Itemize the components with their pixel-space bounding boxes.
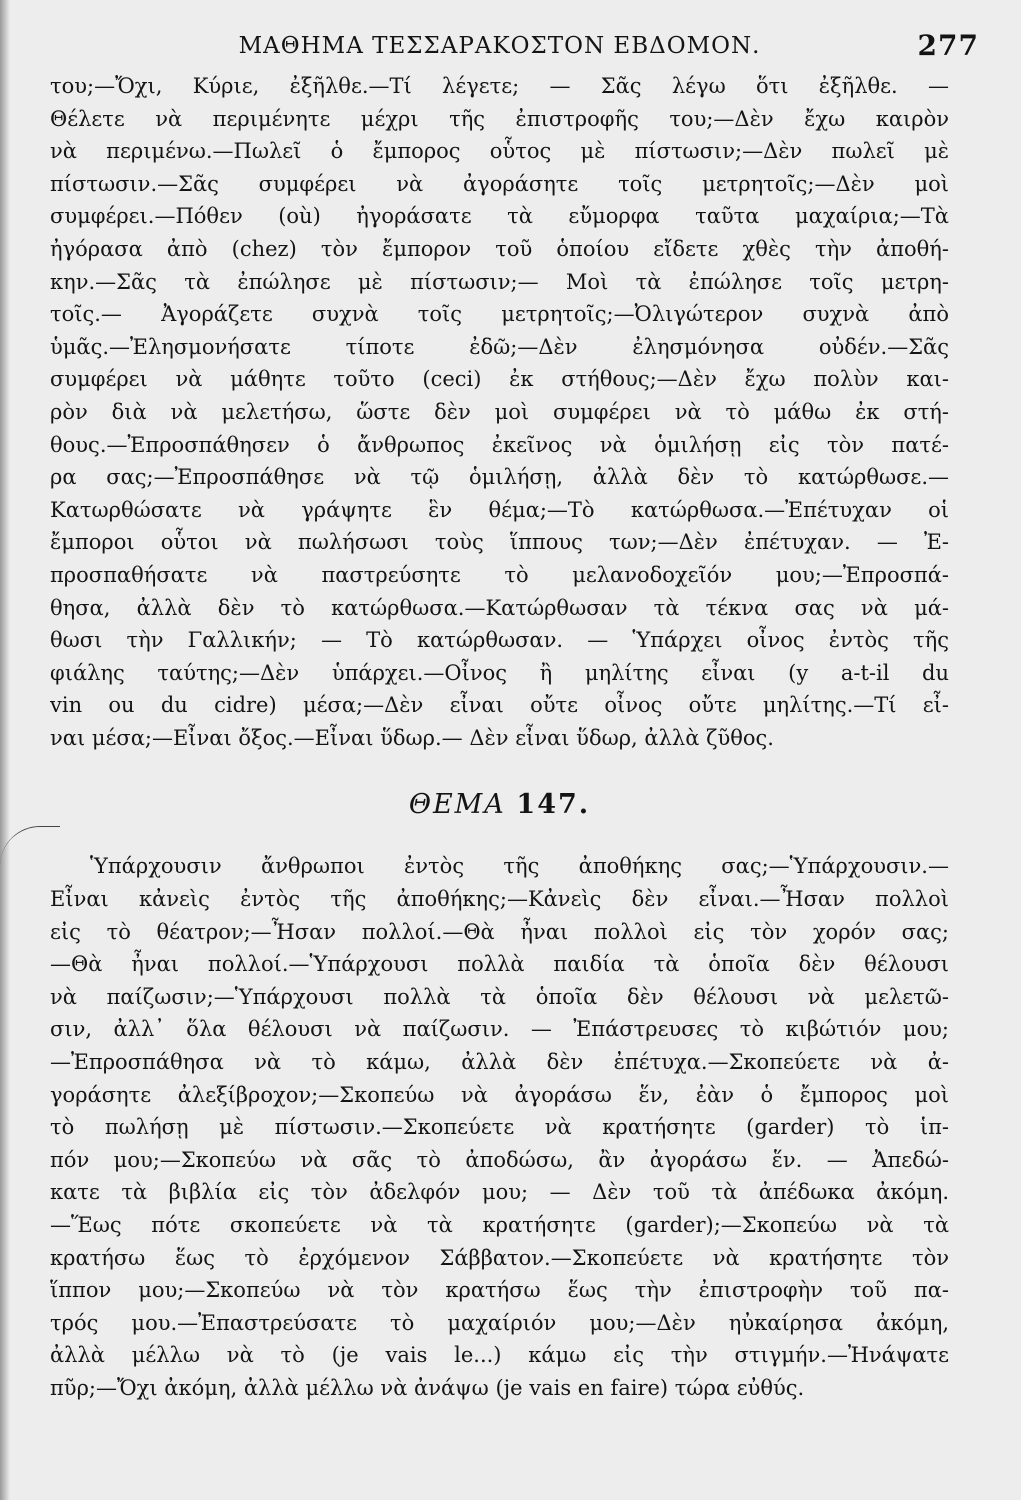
text-line: θησα, ἀλλὰ δὲν τὸ κατώρθωσα.—Κατώρθωσαν τὰ τέκνα σας νὰ μά- <box>50 595 949 620</box>
text-line: ναι μέσα;—Εἶναι ὄξος.—Εἶναι ὕδωρ.— Δὲν εἶναι ὕδωρ, ἀλλὰ ζῦθος. <box>50 725 774 750</box>
text-line: Κατωρθώσατε νὰ γράψητε ἓν θέμα;—Τὸ κατώρθωσα.—Ἐπέτυχαν οἱ <box>50 497 949 522</box>
theme-label: ΘΕΜΑ <box>408 789 506 821</box>
text-line: Θέλετε νὰ περιμένητε μέχρι τῆς ἐπιστροφῆς του;—Δὲν ἔχω καιρὸν <box>50 106 949 131</box>
text-line: —Ἕως πότε σκοπεύετε νὰ τὰ κρατήσητε (garder);—Σκοπεύω νὰ τὰ <box>50 1213 949 1237</box>
text-line: κην.—Σᾶς τὰ ἐπώλησε μὲ πίστωσιν;— Μοὶ τὰ ἐπώλησε τοῖς μετρη- <box>50 269 949 294</box>
text-line: ρὸν διὰ νὰ μελετήσω, ὥστε δὲν μοὶ συμφέρει νὰ τὸ μάθω ἐκ στή- <box>50 399 949 424</box>
text-line: φιάλης ταύτης;—Δὲν ὑπάρχει.—Οἶνος ἢ μηλίτης εἶναι (y a-t-il du <box>50 660 949 685</box>
text-line: Εἶναι κἀνεὶς ἐντὸς τῆς ἀποθήκης;—Κἀνεὶς δὲν εἶναι.—Ἦσαν πολλοὶ <box>50 887 949 912</box>
text-line: ὑμᾶς.—Ἐλησμονήσατε τίποτε ἐδῶ;—Δὲν ἐλησμόνησα οὐδέν.—Σᾶς <box>50 334 949 359</box>
text-line: του;—Ὄχι, Κύριε, ἐξῆλθε.—Τί λέγετε; — Σᾶς λέγω ὅτι ἐξῆλθε. — <box>50 74 949 98</box>
page-number: 277 <box>917 29 979 62</box>
text-line: τοῖς.— Ἀγοράζετε συχνὰ τοῖς μετρητοῖς;—Ὀλιγώτερον συχνὰ ἀπὸ <box>50 302 949 327</box>
text-line: —Ἐπροσπάθησα νὰ τὸ κάμω, ἀλλὰ δὲν ἐπέτυχα.—Σκοπεύετε νὰ ἀ- <box>50 1050 949 1075</box>
text-line: ρα σας;—Ἐπροσπάθησε νὰ τῷ ὁμιλήσῃ, ἀλλὰ δὲν τὸ κατώρθωσε.— <box>50 465 949 490</box>
text-line: πίστωσιν.—Σᾶς συμφέρει νὰ ἀγοράσητε τοῖς μετρητοῖς;—Δὲν μοὶ <box>50 171 949 196</box>
text-line: Ὑπάρχουσιν ἄνθρωποι ἐντὸς τῆς ἀποθήκης σας;—Ὑπάρχουσιν.— <box>90 854 949 879</box>
margin-mark <box>0 826 60 887</box>
text-line: ἠγόρασα ἀπὸ (chez) τὸν ἔμπορον τοῦ ὁποίου εἴδετε χθὲς τὴν ἀποθή- <box>50 236 949 261</box>
theme-heading <box>50 782 949 828</box>
text-line: θωσι τὴν Γαλλικήν; — Τὸ κατώρθωσαν. — Ὑπάρχει οἶνος ἐντὸς τῆς <box>50 628 949 653</box>
text-line: νὰ παίζωσιν;—Ὑπάρχουσι πολλὰ τὰ ὁποῖα δὲν θέλουσι νὰ μελετῶ- <box>50 984 949 1009</box>
theme-number: 147. <box>516 789 591 821</box>
text-line: τὸ πωλήσῃ μὲ πίστωσιν.—Σκοπεύετε νὰ κρατήσητε (garder) τὸ ἱπ- <box>50 1115 949 1140</box>
text-line: σιν, ἀλλ᾽ ὅλα θέλουσι νὰ παίζωσιν. — Ἐπάστρευσες τὸ κιβώτιόν μου; <box>50 1017 949 1042</box>
text-line: γοράσητε ἀλεξίβροχον;—Σκοπεύω νὰ ἀγοράσω ἕν, ἐὰν ὁ ἔμπορος μοὶ <box>50 1082 949 1107</box>
text-line: κρατήσω ἕως τὸ ἐρχόμενον Σάββατον.—Σκοπεύετε νὰ κρατήσητε τὸν <box>50 1245 949 1270</box>
text-line: θους.—Ἐπροσπάθησεν ὁ ἄνθρωπος ἐκεῖνος νὰ ὁμιλήσῃ εἰς τὸν πατέ- <box>50 432 949 457</box>
text-line: κατε τὰ βιβλία εἰς τὸν ἀδελφόν μου; — Δὲν τοῦ τὰ ἀπέδωκα ἀκόμη. <box>50 1180 949 1205</box>
text-line: vin ou du cidre) μέσα;—Δὲν εἶναι οὔτε οἶνος οὔτε μηλίτης.—Τί εἶ- <box>50 693 949 718</box>
running-head <box>50 22 979 70</box>
text-line: εἰς τὸ θέατρον;—Ἦσαν πολλοί.—Θὰ ἦναι πολλοὶ εἰς τὸν χορόν σας; <box>50 919 949 944</box>
chapter-title: ΜΑΘΗΜΑ ΤΕΣΣΑΡΑΚΟΣΤΟΝ ΕΒΔΟΜΟΝ. <box>238 33 761 59</box>
text-line: πῦρ;—Ὄχι ἀκόμη, ἀλλὰ μέλλω νὰ ἀνάψω (je vais en faire) τώρα εὐθύς. <box>50 1375 805 1400</box>
text-line: τρός μου.—Ἐπαστρεύσατε τὸ μαχαίριόν μου;—Δὲν ηὐκαίρησα ἀκόμη, <box>50 1310 949 1335</box>
text-line: πόν μου;—Σκοπεύω νὰ σᾶς τὸ ἀποδώσω, ἂν ἀγοράσω ἕν. — Ἀπεδώ- <box>50 1147 949 1172</box>
text-line: συμφέρει νὰ μάθητε τοῦτο (ceci) ἐκ στήθους;—Δὲν ἔχω πολὺν και- <box>50 367 949 392</box>
lesson-text <box>50 70 949 754</box>
text-line: συμφέρει.—Πόθεν (où) ἠγοράσατε τὰ εὔμορφα ταῦτα μαχαίρια;—Τὰ <box>50 204 949 229</box>
text-line: νὰ περιμένω.—Πωλεῖ ὁ ἔμπορος οὗτος μὲ πίστωσιν;—Δὲν πωλεῖ μὲ <box>50 139 949 164</box>
text-line: προσπαθήσατε νὰ παστρεύσητε τὸ μελανοδοχεῖόν μου;—Ἐπροσπά- <box>50 562 949 587</box>
text-line: —Θὰ ἦναι πολλοί.—Ὑπάρχουσι πολλὰ παιδία τὰ ὁποῖα δὲν θέλουσι <box>50 952 949 977</box>
theme-text <box>50 850 949 1404</box>
text-line: ἵππον μου;—Σκοπεύω νὰ τὸν κρατήσω ἕως τὴν ἐπιστροφὴν τοῦ πα- <box>50 1278 949 1303</box>
text-line: ἔμποροι οὗτοι νὰ πωλήσωσι τοὺς ἵππους των;—Δὲν ἐπέτυχαν. — Ἐ- <box>50 530 949 555</box>
text-line: ἀλλὰ μέλλω νὰ τὸ (je vais le...) κάμω εἰς τὴν στιγμήν.—Ἠνάψατε <box>50 1343 949 1368</box>
